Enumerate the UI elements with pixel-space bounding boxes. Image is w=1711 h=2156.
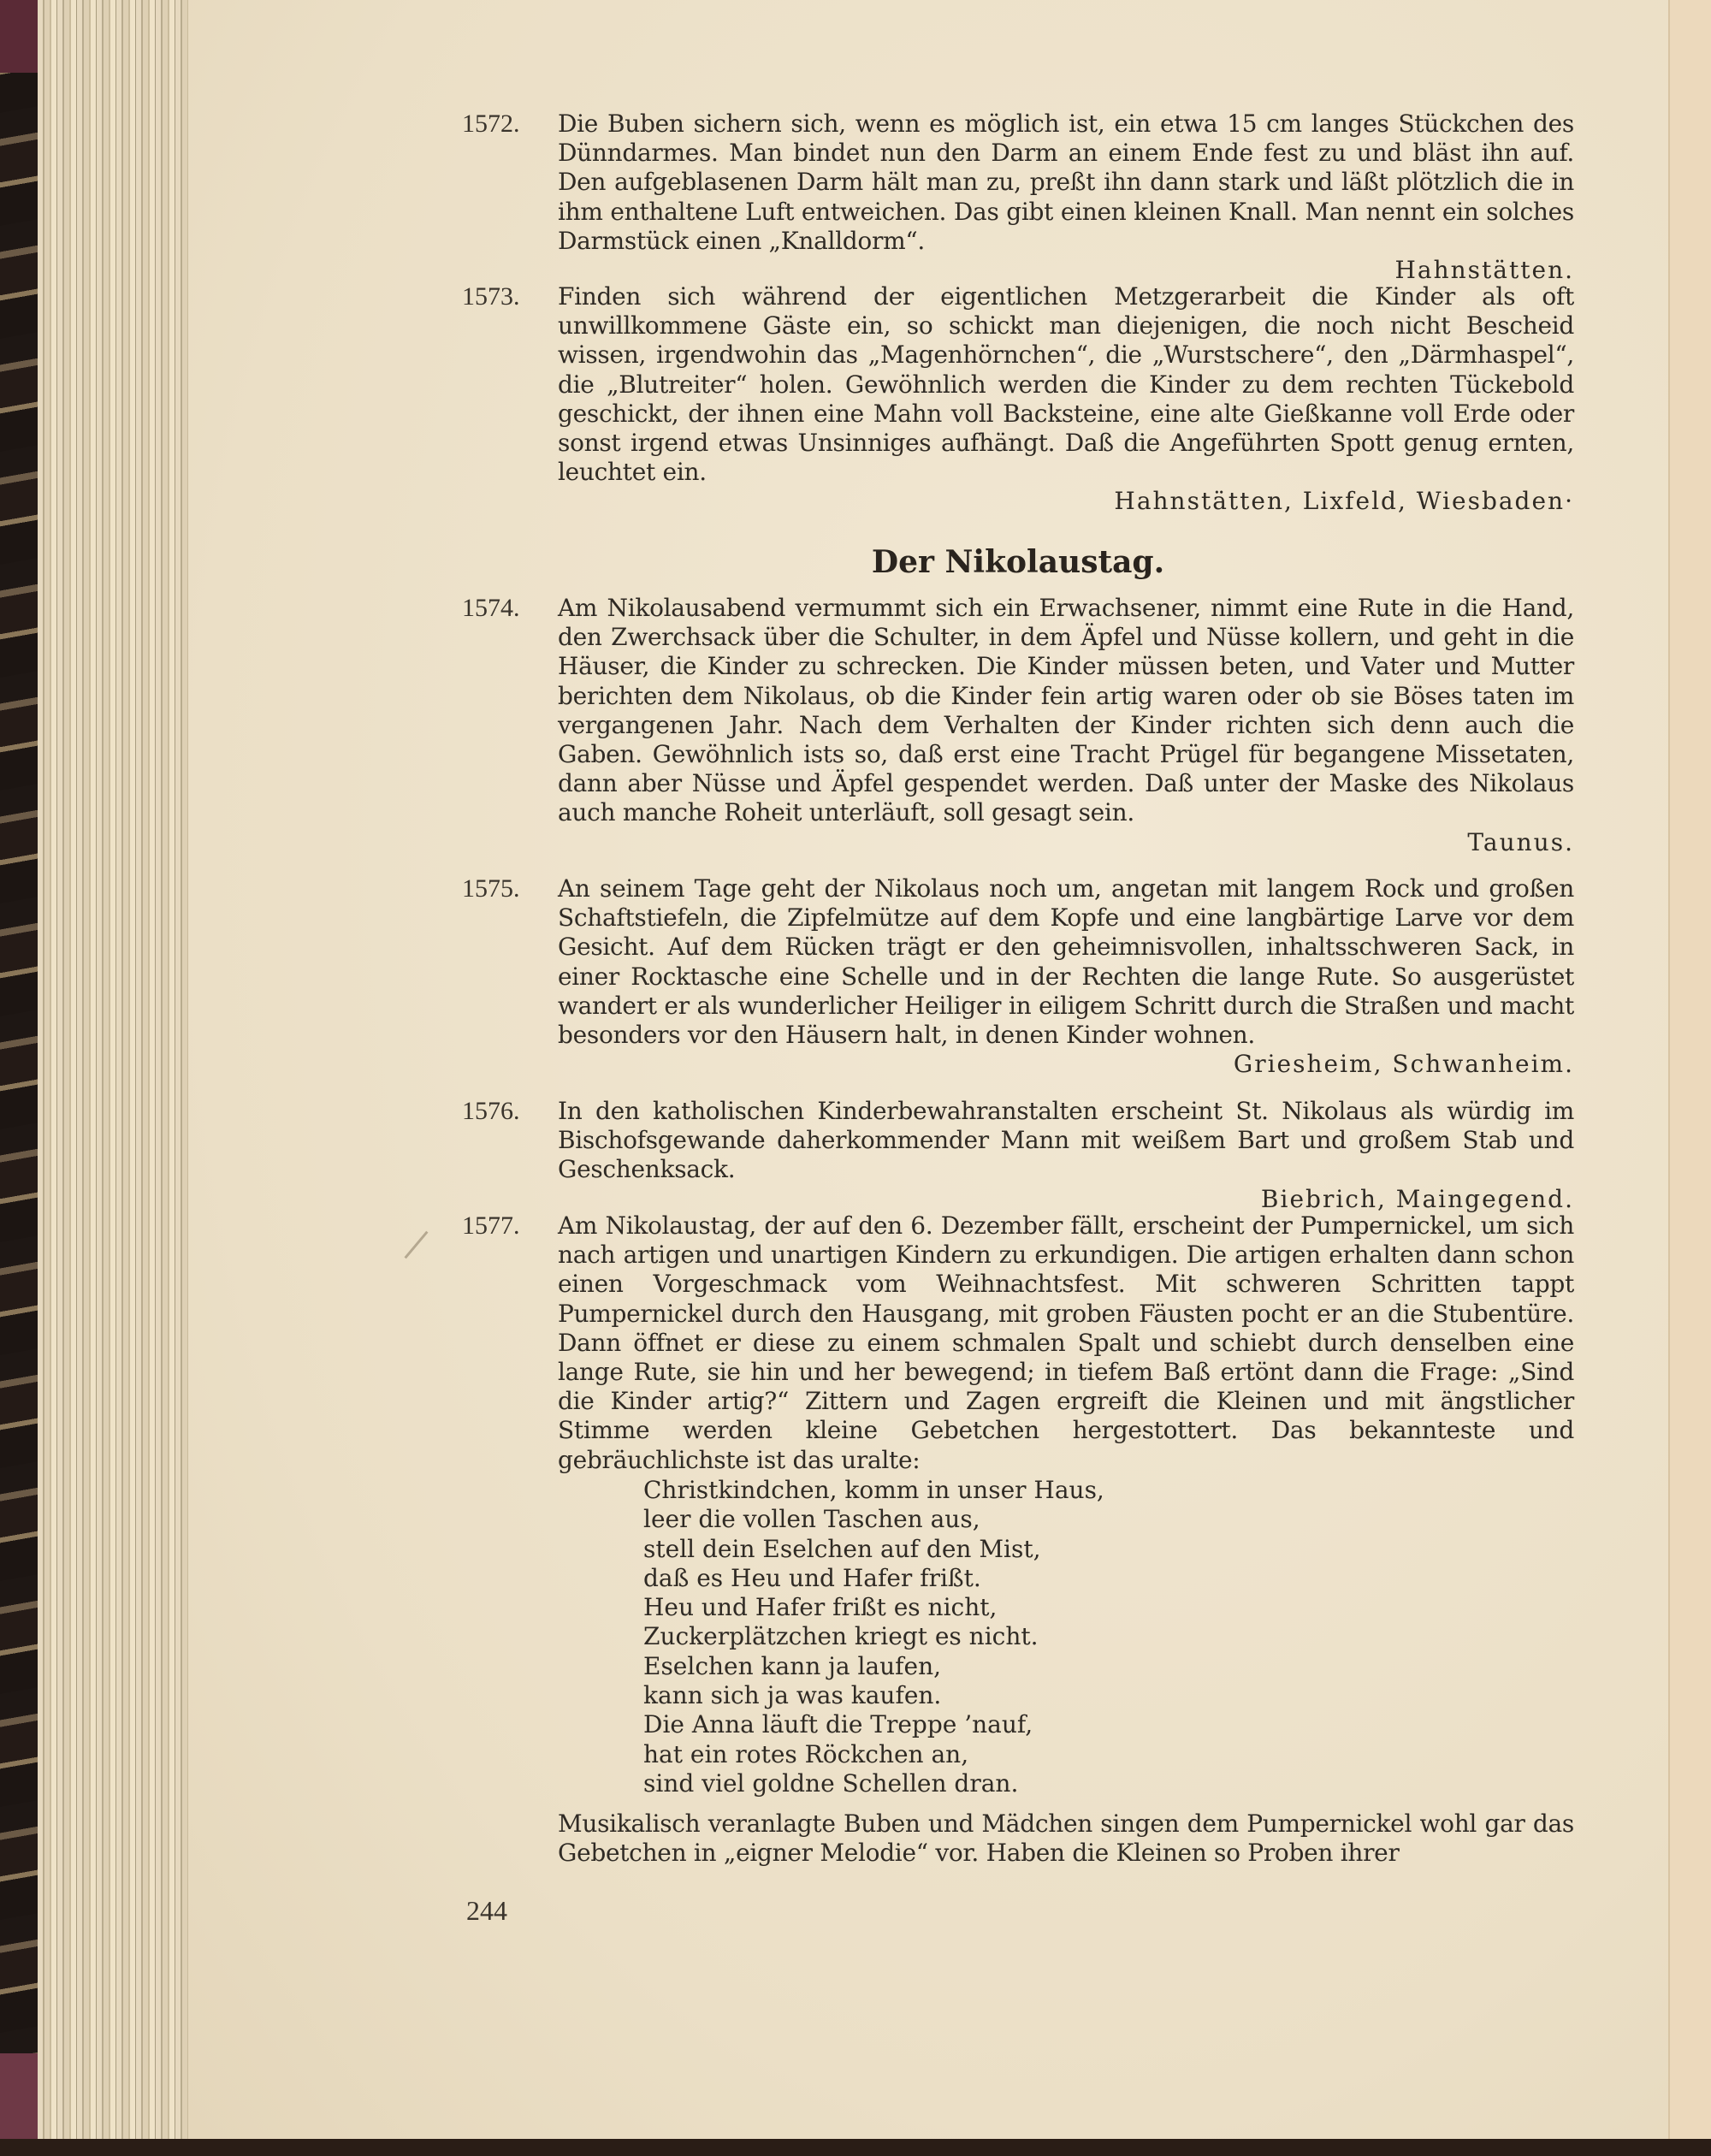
verse-line: Heu und Hafer frißt es nicht, <box>643 1593 998 1622</box>
entry-text: Am Nikolausabend vermummt sich ein Erwachsener, nimmt eine Rute in die Hand, den Zwerchsack über die Schulter, in dem Äpfel und Nüsse kollern, und geht in die Häuser, die Kinder zu schrecken. Die Kinder müssen beten, und Vater und Mutter berichten dem Nikolaus, ob die Kinder fein artig waren oder ob sie Böses taten im vergangenen Jahr. Nach dem Verhalten der Kinder richten sich denn auch die Gaben. Gewöhnlich ists so, daß erst eine Tracht Prügel für begangene Missetaten, dann aber Nüsse und Äpfel gespendet werden. Daß unter der Maske des Nikolaus auch manche Roheit unterläuft, soll gesagt sein. <box>558 594 1574 827</box>
entry-1573 <box>462 282 1574 517</box>
entry-1572 <box>462 110 1574 285</box>
page-number: 244 <box>466 1895 507 1926</box>
verse-block <box>643 1476 1104 1798</box>
entry-number: 1575. <box>462 874 520 903</box>
entry-place: Hahnstätten, Lixfeld, Wiesbaden· <box>1114 487 1574 516</box>
book-cover-marbled <box>0 0 38 2156</box>
entry-text: An seinem Tage geht der Nikolaus noch um, angetan mit langem Rock und großen Schaftstiefeln, die Zipfelmütze auf dem Kopfe und eine langbärtige Larve vor dem Gesicht. Auf dem Rücken trägt er den geheimnisvollen, inhaltsschweren Sack, in einer Rocktasche eine Schelle und in der Rechten die lange Rute. So ausgerüstet wandert er als wunderlicher Heiliger in eiligem Schritt durch die Straßen und macht besonders vor den Häusern halt, in denen Kinder wohnen. <box>558 874 1574 1050</box>
verse-line: kann sich ja was kaufen. <box>643 1681 942 1710</box>
verse-line: Eselchen kann ja laufen, <box>643 1651 942 1680</box>
entry-text: Die Buben sichern sich, wenn es möglich ist, ein etwa 15 cm langes Stückchen des Dünndarmes. Man bindet nun den Darm an einem Ende fest zu und bläst ihn auf. Den aufgeblasenen Darm hält man zu, preßt ihn dann stark und läßt plötzlich die in ihm enthaltene Luft entweichen. Das gibt einen kleinen Knall. Man nennt ein solches Darmstück einen „Knalldorm“. <box>558 110 1574 255</box>
book-cover-cloth-top <box>0 0 38 73</box>
verse-line: Zuckerplätzchen kriegt es nicht. <box>643 1622 1039 1651</box>
entry-1574 <box>462 594 1574 857</box>
facing-page-edge <box>1668 0 1711 2139</box>
entry-number: 1577. <box>462 1211 520 1240</box>
verse-line: sind viel goldne Schellen dran. <box>643 1768 1019 1798</box>
section-heading: Der Nikolaustag. <box>871 544 1165 580</box>
verse-line: stell dein Eselchen auf den Mist, <box>643 1534 1041 1563</box>
entry-place: Taunus. <box>1467 827 1574 856</box>
entry-number: 1573. <box>462 282 520 311</box>
verse-line: Christkindchen, komm in unser Haus, <box>643 1476 1104 1504</box>
entry-1577 <box>462 1211 1574 1475</box>
page-edges <box>38 0 188 2139</box>
entry-place: Hahnstätten. <box>1394 256 1574 285</box>
entry-place: Griesheim, Schwanheim. <box>1233 1050 1574 1079</box>
verse-line: leer die vollen Taschen aus, <box>643 1505 980 1534</box>
verse-line: daß es Heu und Hafer frißt. <box>643 1563 981 1592</box>
entry-number: 1574. <box>462 594 520 622</box>
entry-text: Finden sich während der eigentlichen Metzgerarbeit die Kinder als oft unwillkommene Gäste ein, so schickt man diejenigen, die noch nicht Bescheid wissen, irgendwohin das „Magenhörnchen“, die „Wurstschere“, den „Därmhaspel“, die „Blutreiter“ holen. Gewöhnlich werden die Kinder zu dem rechten Tückebold geschickt, der ihnen eine Mahn voll Backsteine, eine alte Gießkanne voll Erde oder sonst irgend etwas Unsinniges aufhängt. Daß die Angeführten Spott genug ernten, leuchtet ein. <box>558 282 1574 487</box>
table-surface <box>0 2139 1711 2156</box>
entry-1576 <box>462 1097 1574 1214</box>
entry-1575 <box>462 874 1574 1079</box>
entry-text: Am Nikolaustag, der auf den 6. Dezember fällt, erscheint der Pumpernickel, um sich nach artigen und unartigen Kindern zu erkundigen. Die artigen erhalten dann schon einen Vorgeschmack vom Weihnachtsfest. Mit schweren Schritten tappt Pumpernickel durch den Hausgang, mit groben Fäusten pocht er an die Stubentüre. Dann öffnet er diese zu einem schmalen Spalt und schiebt durch denselben eine lange Rute, sie hin und her bewegend; in tiefem Baß ertönt dann die Frage: „Sind die Kinder artig?“ Zittern und Zagen ergreift die Kleinen und mit ängstlicher Stimme werden kleine Gebetchen hergestottert. Das bekannteste und gebräuchlichste ist das uralte: <box>558 1211 1574 1474</box>
verse-line: hat ein rotes Röckchen an, <box>643 1739 969 1768</box>
entry-number: 1572. <box>462 110 520 138</box>
entry-number: 1576. <box>462 1097 520 1125</box>
entry-text: In den katholischen Kinderbewahranstalten erscheint St. Nikolaus als würdig im Bischofsgewande daherkommender Mann mit weißem Bart und großem Stab und Geschenksack. <box>558 1097 1574 1184</box>
continuation-paragraph: Musikalisch veranlagte Buben und Mädchen singen dem Pumpernickel wohl gar das Gebetchen in „eigner Melodie“ vor. Haben die Kleinen so Proben ihrer <box>558 1810 1574 1868</box>
verse-line: Die Anna läuft die Treppe ’nauf, <box>643 1710 1033 1739</box>
entry-place: Biebrich, Maingegend. <box>1260 1184 1574 1213</box>
